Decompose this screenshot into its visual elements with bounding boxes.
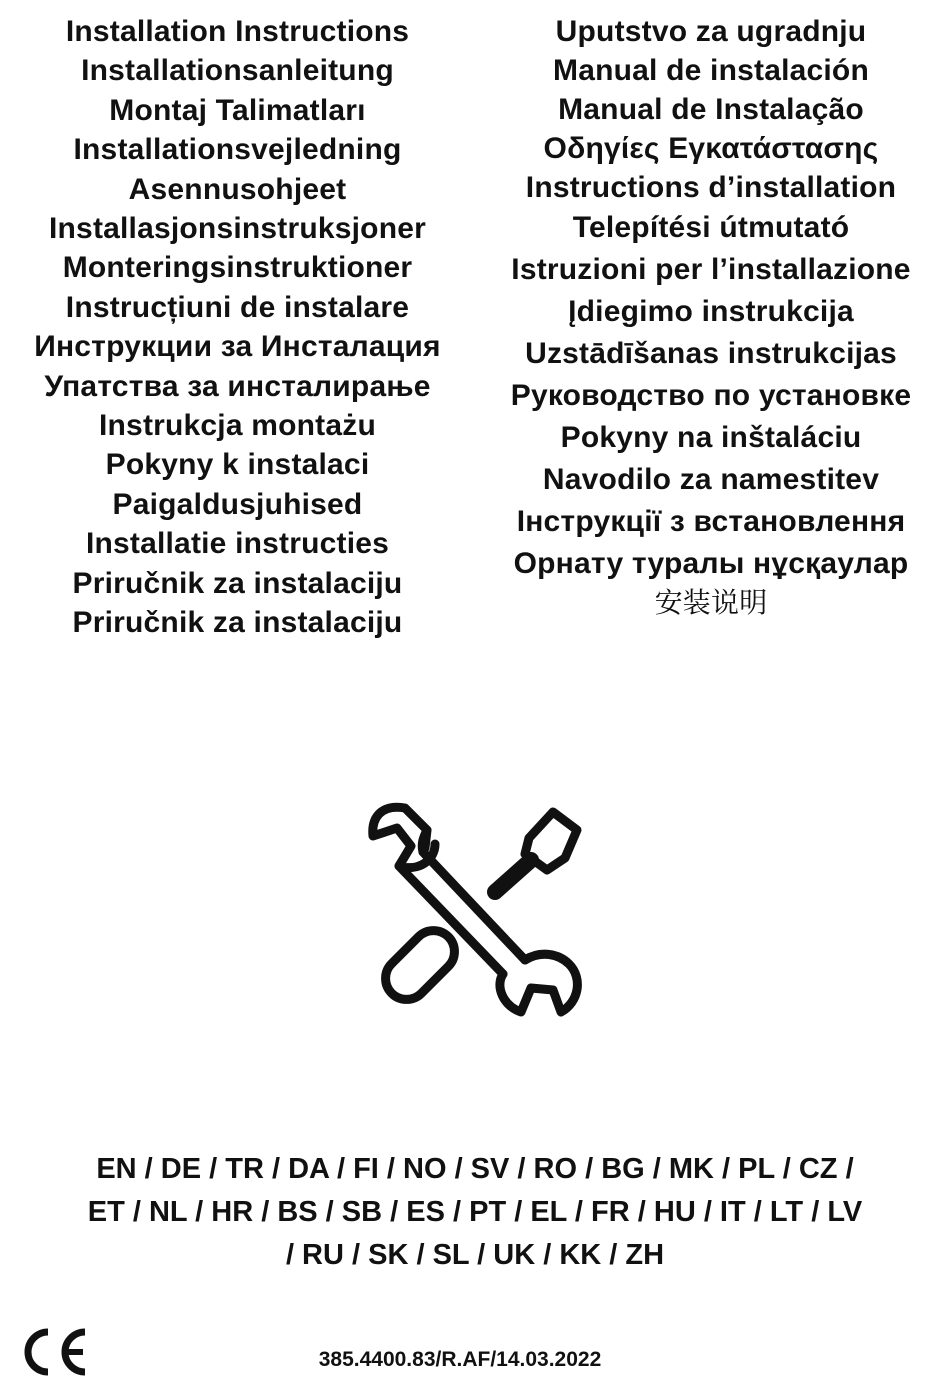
document-reference: 385.4400.83/R.AF/14.03.2022 [318, 1348, 602, 1371]
title-mk: Упатства за инсталирање [44, 369, 431, 403]
title-ro: Instrucțiuni de instalare [65, 290, 410, 324]
title-sv: Monteringsinstruktioner [62, 251, 413, 285]
title-fi: Asennusohjeet [128, 172, 347, 206]
title-zh: 安装说明 [654, 587, 768, 618]
titles-right-column [480, 12, 942, 621]
title-no: Installasjonsinstruksjoner [49, 212, 426, 246]
title-lv: Uzstādīšanas instrukcijas [525, 337, 897, 370]
title-en: Installation Instructions [65, 15, 410, 48]
title-lt: Įdiegimo instrukcija [568, 295, 854, 328]
wrench-and-screwdriver-icon [365, 800, 585, 1020]
language-codes [20, 1148, 930, 1277]
title-el: Οδηγίες Εγκατάστασης [543, 132, 879, 165]
language-codes-line: / RU / SK / SL / UK / KK / ZH [285, 1239, 665, 1271]
ce-mark-icon [15, 1326, 90, 1378]
title-bs: Priručnik za instalaciju [72, 606, 403, 640]
title-pl: Instrukcja montażu [99, 409, 376, 443]
title-es: Manual de instalación [553, 54, 869, 87]
title-nl: Installatie instructies [85, 527, 390, 561]
title-sb: Uputstvo za ugradnju [555, 15, 867, 48]
title-sk: Pokyny na inštaláciu [560, 421, 862, 454]
title-sl: Navodilo za namestitev [542, 463, 880, 496]
title-pt: Manual de Instalação [558, 93, 864, 126]
title-da: Installationsvejledning [73, 133, 402, 167]
title-hr: Priručnik za instalaciju [72, 566, 403, 600]
title-fr: Instructions d’installation [525, 171, 897, 204]
wrench-icon [373, 807, 578, 1012]
title-de: Installationsanleitung [81, 54, 394, 88]
language-codes-line: ET / NL / HR / BS / SB / ES / PT / EL / FR / HU / IT / LT / LV [87, 1196, 863, 1228]
title-cz: Pokyny k instalaci [105, 448, 370, 482]
title-bg: Инструкции за Инсталация [34, 330, 441, 364]
title-uk: Інструкції з встановлення [516, 505, 906, 538]
title-hu: Telepítési útmutató [572, 211, 850, 244]
language-codes-line: EN / DE / TR / DA / FI / NO / SV / RO / BG / MK / PL / CZ / [96, 1153, 854, 1185]
title-et: Paigaldusjuhised [112, 487, 363, 521]
title-kk: Орнату туралы нұсқаулар [513, 547, 909, 580]
title-tr: Montaj Talimatları [109, 93, 366, 127]
title-ru: Руководство по установке [510, 379, 912, 412]
title-it: Istruzioni per l’installazione [511, 253, 911, 286]
titles-left-column [10, 12, 465, 643]
